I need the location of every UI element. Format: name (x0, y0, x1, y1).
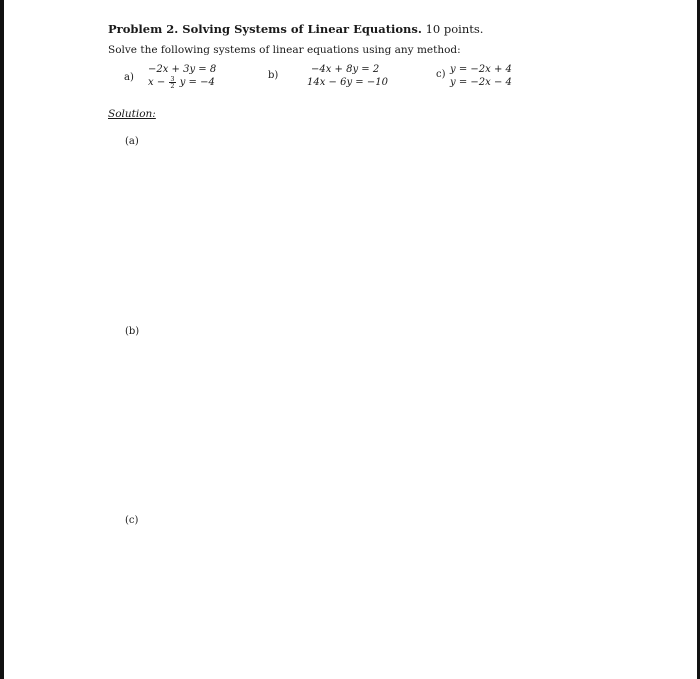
problem-heading: Problem 2. Solving Systems of Linear Equations. (108, 22, 422, 36)
system-a-eq1: −2x + 3y = 8 (148, 64, 217, 75)
problem-points: 10 points. (425, 22, 484, 36)
system-a-eq2-start: x − (148, 77, 166, 88)
problem-instructions: Solve the following systems of linear equations using any method: (108, 44, 461, 56)
solution-part-b: (b) (125, 326, 140, 337)
system-c-eq1: y = −2x + 4 (450, 64, 512, 75)
system-a-label: a) (124, 72, 134, 83)
system-a-eq2-end: y = −4 (179, 77, 215, 88)
fraction-numerator: 3 (170, 75, 175, 83)
solution-part-c: (c) (125, 515, 139, 526)
system-a-eq2 (148, 76, 216, 89)
system-b-eq1: −4x + 8y = 2 (311, 64, 380, 75)
system-c-eq2: y = −2x − 4 (450, 77, 512, 88)
system-b-label: b) (268, 70, 279, 81)
system-b-equations (307, 63, 388, 89)
fraction-denominator: 2 (170, 82, 175, 90)
document-page (4, 0, 697, 679)
system-a-equations (148, 63, 216, 89)
problem-title (108, 22, 483, 36)
system-c-equations (450, 63, 512, 89)
system-a-fraction (169, 76, 175, 89)
solution-heading: Solution: (108, 108, 156, 120)
system-c-label: c) (436, 69, 446, 80)
solution-part-a: (a) (125, 136, 139, 147)
system-b-eq2: 14x − 6y = −10 (307, 77, 388, 88)
